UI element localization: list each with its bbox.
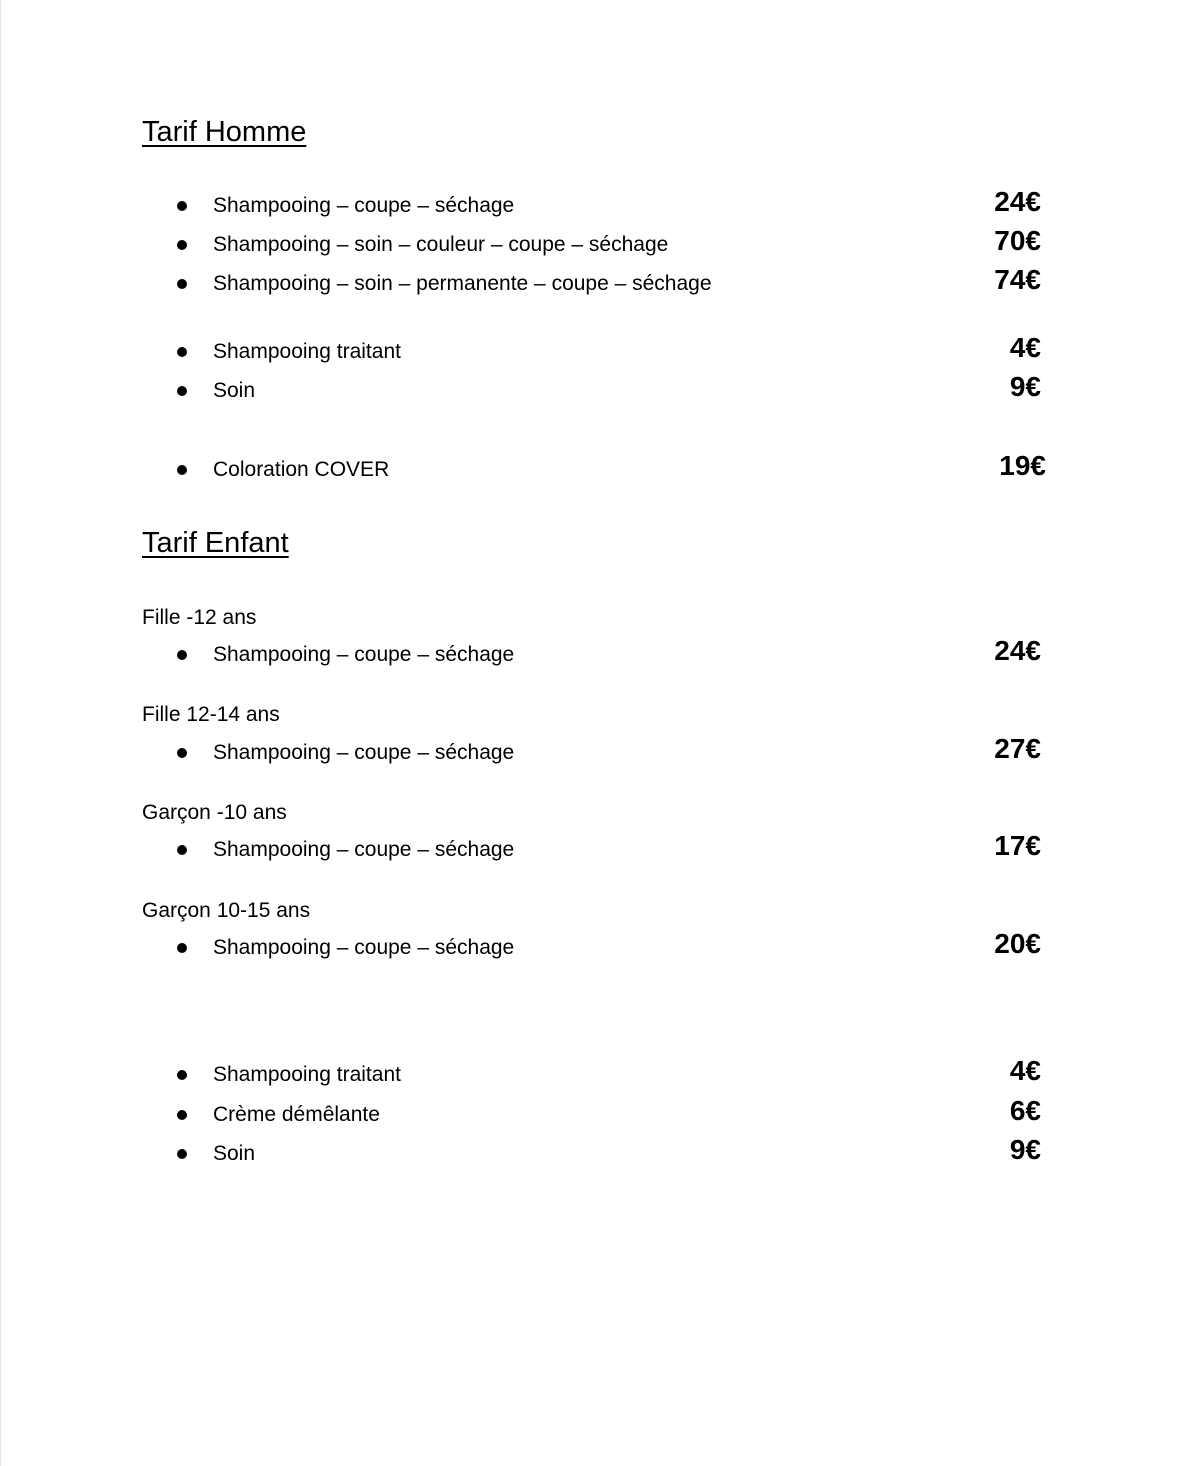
group-title: Fille 12-14 ans [142, 703, 280, 726]
item-price: 19€ [999, 450, 1046, 481]
item-label: Shampooing – coupe – séchage [213, 741, 515, 764]
group-title: Garçon 10-15 ans [142, 899, 311, 922]
item-price: 4€ [1009, 332, 1041, 363]
bullet-icon [177, 748, 187, 758]
item-label: Shampooing – soin – couleur – coupe – séchage [213, 233, 669, 256]
bullet-icon [177, 201, 187, 211]
list-item [1, 733, 1188, 769]
heading-tarif-homme: Tarif Homme [142, 116, 307, 148]
list-item [1, 371, 1188, 407]
list-item [1, 830, 1188, 866]
item-label: Shampooing – coupe – séchage [213, 194, 515, 217]
list-item [1, 928, 1188, 964]
item-price: 24€ [994, 186, 1041, 217]
bullet-icon [177, 1149, 187, 1159]
list-item [1, 264, 1188, 300]
bullet-icon [177, 650, 187, 660]
item-label: Soin [213, 379, 256, 402]
item-price: 6€ [1009, 1095, 1041, 1126]
item-price: 9€ [1009, 371, 1041, 402]
item-label: Crème démêlante [213, 1103, 380, 1126]
list-item [1, 1095, 1188, 1131]
item-label: Shampooing traitant [213, 1063, 401, 1086]
bullet-icon [177, 1110, 187, 1120]
item-price: 4€ [1009, 1055, 1041, 1086]
item-label: Shampooing – coupe – séchage [213, 936, 515, 959]
item-price: 74€ [994, 264, 1041, 295]
item-label: Shampooing – coupe – séchage [213, 643, 515, 666]
group-title: Garçon -10 ans [142, 801, 287, 824]
list-item [1, 1134, 1188, 1170]
item-label: Shampooing – soin – permanente – coupe – séchage [213, 272, 712, 295]
list-item [1, 450, 1188, 486]
group-title: Fille -12 ans [142, 606, 257, 629]
list-item [1, 635, 1188, 671]
bullet-icon [177, 386, 187, 396]
list-item [1, 186, 1188, 222]
bullet-icon [177, 240, 187, 250]
list-item [1, 332, 1188, 368]
bullet-icon [177, 845, 187, 855]
bullet-icon [177, 279, 187, 289]
item-price: 17€ [994, 830, 1041, 861]
item-price: 24€ [994, 635, 1041, 666]
bullet-icon [177, 347, 187, 357]
heading-tarif-enfant: Tarif Enfant [142, 527, 289, 559]
item-label: Coloration COVER [213, 458, 390, 481]
item-price: 70€ [994, 225, 1041, 256]
item-label: Soin [213, 1142, 256, 1165]
item-price: 20€ [994, 928, 1041, 959]
bullet-icon [177, 465, 187, 475]
list-item [1, 1055, 1188, 1091]
item-price: 9€ [1009, 1134, 1041, 1165]
bullet-icon [177, 943, 187, 953]
item-label: Shampooing traitant [213, 340, 401, 363]
list-item [1, 225, 1188, 261]
item-price: 27€ [994, 733, 1041, 764]
bullet-icon [177, 1070, 187, 1080]
item-label: Shampooing – coupe – séchage [213, 838, 515, 861]
